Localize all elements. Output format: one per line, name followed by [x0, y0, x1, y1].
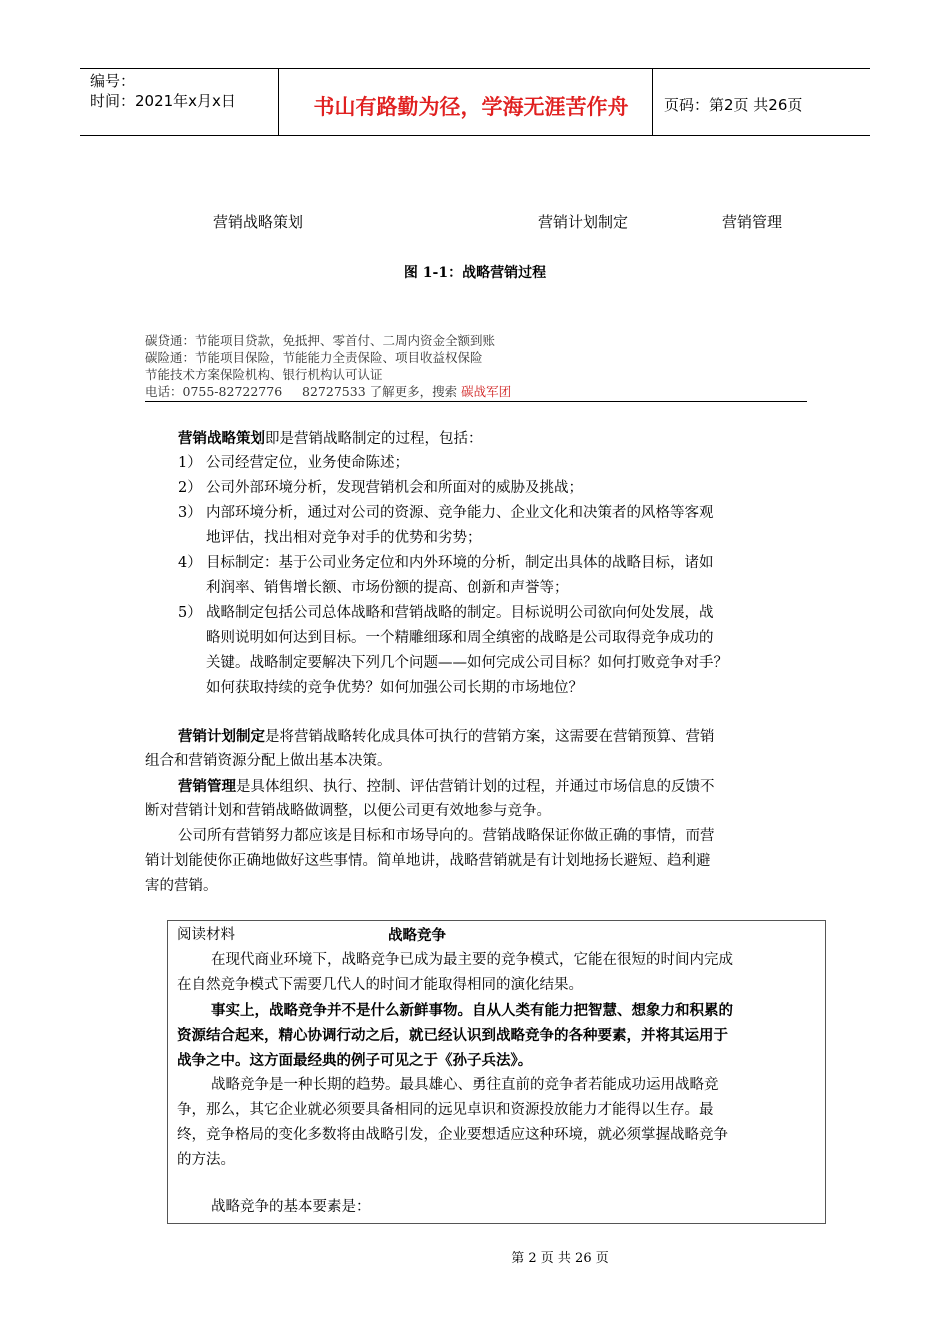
mgmt-text: 是具体组织、执行、控制、评估营销计划的过程，并通过市场信息的反馈不 — [236, 779, 715, 795]
list-item-text: 利润率、销售增长额、市场份额的提高、创新和声誉等； — [206, 580, 569, 596]
figure-caption: 图 1-1：战略营销过程 — [403, 265, 547, 281]
reading-label: 阅读材料 — [177, 927, 235, 943]
process-step-strategy: 营销战略策划 — [213, 213, 304, 231]
closing-line1: 公司所有营销努力都应该是目标和市场导向的。营销战略保证你做正确的事情，而营 — [178, 828, 715, 844]
process-step-plan: 营销计划制定 — [538, 213, 629, 231]
header-divider-left — [278, 68, 279, 136]
list-item-text: 关键。战略制定要解决下列几个问题——如何完成公司目标？如何打败竞争对手？ — [206, 655, 728, 671]
mgmt-paragraph-line2: 断对营销计划和营销战略做调整，以便公司更有效地参与竞争。 — [145, 803, 551, 819]
ad-search-link[interactable]: 碳战军团 — [461, 384, 512, 399]
list-item-text: 略则说明如何达到目标。一个精雕细琢和周全缜密的战略是公司取得竞争成功的 — [206, 630, 714, 646]
plan-paragraph-line1 — [178, 724, 715, 750]
header-bottom-rule — [80, 135, 870, 136]
list-item-text: 公司经营定位，业务使命陈述； — [206, 455, 409, 471]
list-number: 3） — [178, 505, 202, 521]
reading-p3-line1: 战略竞争是一种长期的趋势。最具雄心、勇往直前的竞争者若能成功运用战略竞 — [211, 1077, 719, 1093]
closing-line2: 销计划能使你正确地做好这些事情。简单地讲，战略营销就是有计划地扬长避短、趋利避 — [145, 853, 711, 869]
plan-text: 是将营销战略转化成具体可执行的营销方案，这需要在营销预算、营销 — [265, 729, 715, 745]
list-item-text: 战略制定包括公司总体战略和营销战略的制定。目标说明公司欲向何处发展，战 — [206, 605, 714, 621]
reading-p3-line4: 的方法。 — [177, 1152, 235, 1168]
term-marketing-management: 营销管理 — [178, 778, 236, 795]
plan-paragraph-line2: 组合和营销资源分配上做出基本决策。 — [145, 753, 392, 769]
list-item-text: 内部环境分析，通过对公司的资源、竞争能力、企业文化和决策者的风格等客观 — [206, 505, 714, 521]
list-number: 1） — [178, 455, 202, 471]
mgmt-paragraph-line1 — [178, 774, 715, 800]
list-item — [178, 451, 202, 476]
page-indicator: 页码：第2页 共26页 — [664, 96, 803, 114]
term-strategy-planning: 营销战略策划 — [178, 430, 265, 447]
reading-p3-line3: 终，竞争格局的变化多数将由战略引发，企业要想适应这种环境，就必须掌握战略竞争 — [177, 1127, 728, 1143]
list-number: 2） — [178, 480, 202, 496]
reading-p4: 战略竞争的基本要素是： — [211, 1199, 371, 1215]
ad-line-insurance: 碳险通：节能项目保险，节能能力全责保险、项目收益权保险 — [145, 350, 483, 365]
term-plan-making: 营销计划制定 — [178, 728, 265, 745]
list-item-text: 如何获取持续的竞争优势？如何加强公司长期的市场地位？ — [206, 680, 583, 696]
list-number: 4） — [178, 555, 202, 571]
list-item — [178, 551, 202, 576]
reading-p1-line1: 在现代商业环境下，战略竞争已成为最主要的竞争模式，它能在很短的时间内完成 — [211, 952, 733, 968]
intro-paragraph — [178, 426, 483, 452]
list-item-text: 公司外部环境分析，发现营销机会和所面对的威胁及挑战； — [206, 480, 583, 496]
ad-line-certification: 节能技术方案保险机构、银行机构认可认证 — [145, 367, 383, 382]
reading-material-box — [167, 920, 826, 1224]
list-item-text: 目标制定：基于公司业务定位和内外环境的分析，制定出具体的战略目标，诸如 — [206, 555, 714, 571]
header-motto: 书山有路勤为径，学海无涯苦作舟 — [313, 95, 629, 119]
closing-line3: 害的营销。 — [145, 878, 218, 894]
document-number: 编号： — [90, 72, 136, 90]
ad-contact-text: 电话：0755-82722776 82727533 了解更多，搜索 — [145, 384, 462, 399]
header-divider-right — [652, 68, 653, 136]
process-step-management: 营销管理 — [722, 213, 783, 231]
list-item — [178, 601, 202, 626]
list-number: 5） — [178, 605, 202, 621]
list-item-text: 地评估，找出相对竞争对手的优势和劣势； — [206, 530, 482, 546]
reading-p2-line3: 战争之中。这方面最经典的例子可见之于《孙子兵法》。 — [177, 1052, 533, 1069]
page-footer: 第 2 页 共 26 页 — [511, 1251, 609, 1266]
intro-text: 即是营销战略制定的过程，包括： — [265, 431, 483, 447]
reading-p2-line2: 资源结合起来，精心协调行动之后，就已经认识到战略竞争的各种要素，并将其运用于 — [177, 1027, 728, 1044]
reading-p3-line2: 争，那么，其它企业就必须要具备相同的远见卓识和资源投放能力才能得以生存。最 — [177, 1102, 714, 1118]
document-date: 时间：2021年x月x日 — [90, 92, 236, 110]
ad-line-contact — [145, 383, 807, 402]
list-item — [178, 476, 202, 501]
ad-block — [145, 332, 807, 402]
reading-title: 战略竞争 — [388, 927, 446, 944]
reading-p2-line1: 事实上，战略竞争并不是什么新鲜事物。自从人类有能力把智慧、想象力和积累的 — [211, 1002, 733, 1019]
reading-p1-line2: 在自然竞争模式下需要几代人的时间才能取得相同的演化结果。 — [177, 977, 583, 993]
header-top-rule — [80, 68, 870, 69]
list-item — [178, 501, 202, 526]
ad-line-loan: 碳贷通：节能项目贷款，免抵押、零首付、二周内资金全额到账 — [145, 333, 496, 348]
